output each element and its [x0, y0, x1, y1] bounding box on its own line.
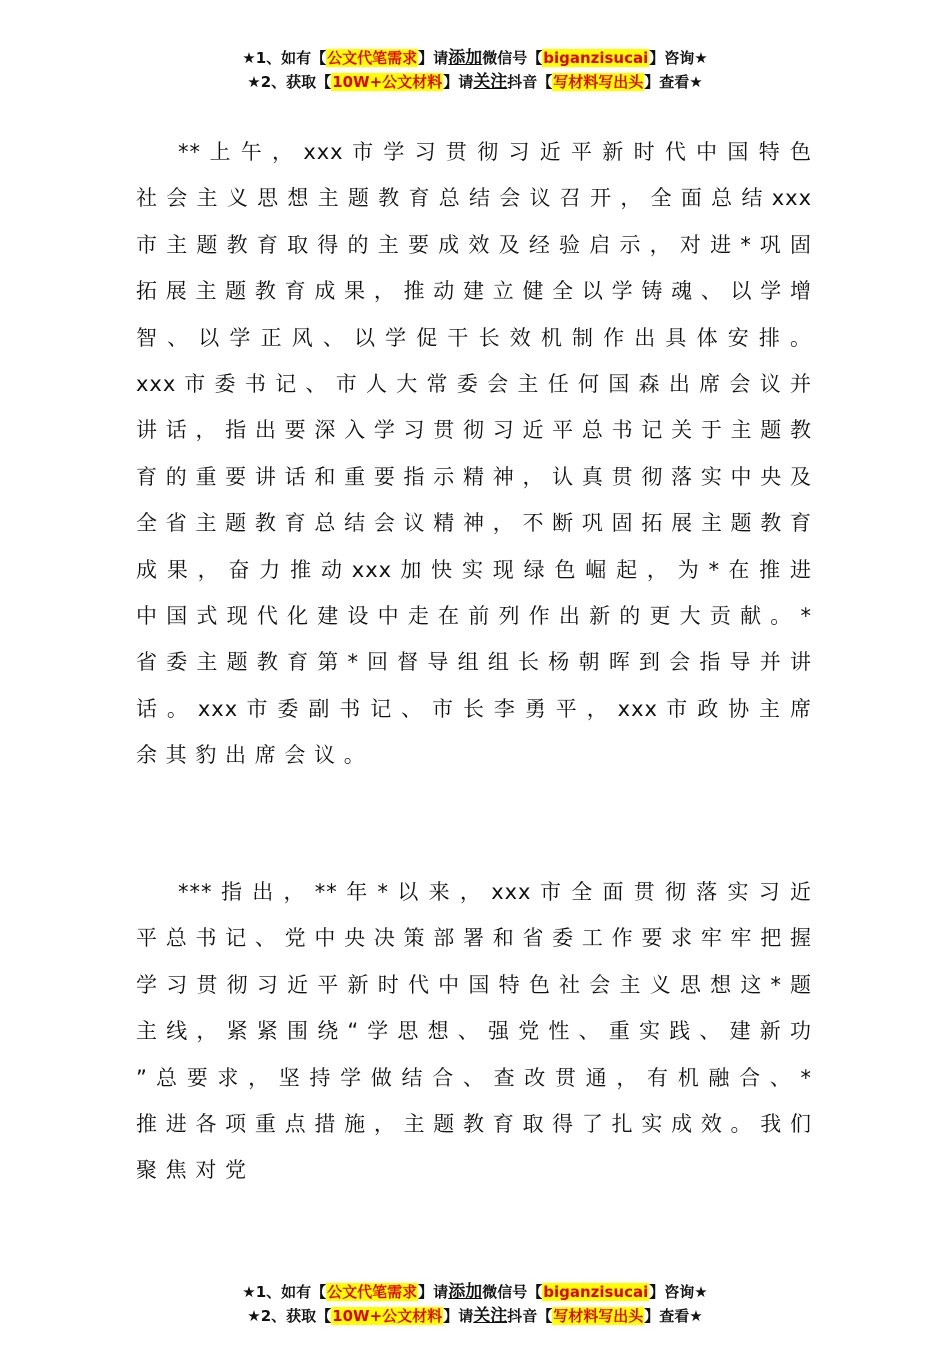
paragraph: *** 指 出 ， ** 年 * 以 来 ， xxx 市 全 面 贯 彻 落 实 习 近 平 总 书 记 、 党 中 央 决 策 部 署 和 省 委 工 作 要 求 牢 牢 把 握 学 习 贯 彻 习 近 平 新 时 代 中 国 特 色 社 会 主 义 思 想 这 * 题 主 线 ， 紧 紧 围 绕 “ 学 思 想 、 强 党 性 、 重 实 践 、 建 新 功 ” 总 要 求 ， 坚 持 学 做 结 合 、 查 改 贯 通 ， 有 机 融 合 、 * 推 进 各 项 重 点 措 施 ， 主 题 教 育 取 得 了 扎 实 成 效 。 我 们 聚 焦 对 党: [136, 880, 812, 1183]
banner-text: 】咨询★: [649, 49, 708, 67]
banner-text: 】请: [418, 1283, 449, 1301]
highlight-wechat-id: biganzisucai: [543, 49, 649, 67]
banner-line-1: [0, 1280, 950, 1304]
banner-text: 】查看★: [644, 1307, 703, 1325]
banner-text: ★2、获取【: [247, 73, 332, 91]
banner-text: 】请: [418, 49, 449, 67]
banner-text: ★2、获取【: [247, 1307, 332, 1325]
banner-line-2: [0, 70, 950, 94]
banner-text: 】请: [443, 73, 474, 91]
underlined-action: 关注: [473, 72, 508, 92]
banner-text: 微信号【: [482, 49, 543, 67]
underlined-action: 关注: [473, 1306, 508, 1326]
banner-text: 】咨询★: [649, 1283, 708, 1301]
underlined-action: 添加: [448, 48, 483, 68]
highlight-douyin-id: 写材料写出头: [553, 1307, 644, 1325]
underlined-action: 添加: [448, 1282, 483, 1302]
banner-text: 微信号【: [482, 1283, 543, 1301]
document-body-paragraph-2: [136, 869, 812, 1194]
banner-text: 】请: [443, 1307, 474, 1325]
highlight-materials: 10W+公文材料: [332, 1307, 443, 1325]
document-body-paragraph-1: [136, 129, 812, 779]
banner-text: 抖音【: [507, 73, 553, 91]
banner-line-1: [0, 46, 950, 70]
highlight-wechat-id: biganzisucai: [543, 1283, 649, 1301]
banner-text: 抖音【: [507, 1307, 553, 1325]
footer-banner: [0, 1280, 950, 1328]
banner-text: 】查看★: [644, 73, 703, 91]
paragraph: ** 上 午 ， xxx 市 学 习 贯 彻 习 近 平 新 时 代 中 国 特 色 社 会 主 义 思 想 主 题 教 育 总 结 会 议 召 开 ， 全 面 总 结 xxx 市 主 题 教 育 取 得 的 主 要 成 效 及 经 验 启 示 ， 对 进 * 巩 固 拓 展 主 题 教 育 成 果 ， 推 动 建 立 健 全 以 学 铸 魂 、 以 学 增 智 、 以 学 正 风 、 以 学 促 干 长 效 机 制 作 出 具 体 安 排 。 xxx 市 委 书 记 、 市 人 大 常 委 会 主 任 何 国 森 出 席 会 议 并 讲 话 ， 指 出 要 深 入 学 习 贯 彻 习 近 平 总 书 记 关 于 主 题 教 育 的 重 要 讲 话 和 重 要 指 示 精 神 ， 认 真 贯 彻 落 实 中 央 及 全 省 主 题 教 育 总 结 会 议 精 神 ， 不 断 巩 固 拓 展 主 题 教 育 成 果 ， 奋 力 推 动 xxx 加 快 实 现 绿 色 崛 起 ， 为 * 在 推 进 中 国 式 现 代 化 建 设 中 走 在 前 列 作 出 新 的 更 大 贡 献 。 * 省 委 主 题 教 育 第 * 回 督 导 组 组 长 杨 朝 晖 到 会 指 导 并 讲 话 。 xxx 市 委 副 书 记 、 市 长 李 勇 平 ， xxx 市 政 协 主 席 余 其 豹 出 席 会 议 。: [136, 140, 812, 768]
highlight-materials: 10W+公文材料: [332, 73, 443, 91]
banner-text: ★1、如有【: [242, 49, 327, 67]
banner-line-2: [0, 1304, 950, 1328]
highlight-service: 公文代笔需求: [327, 1283, 418, 1301]
highlight-service: 公文代笔需求: [327, 49, 418, 67]
header-banner: [0, 46, 950, 94]
banner-text: ★1、如有【: [242, 1283, 327, 1301]
highlight-douyin-id: 写材料写出头: [553, 73, 644, 91]
